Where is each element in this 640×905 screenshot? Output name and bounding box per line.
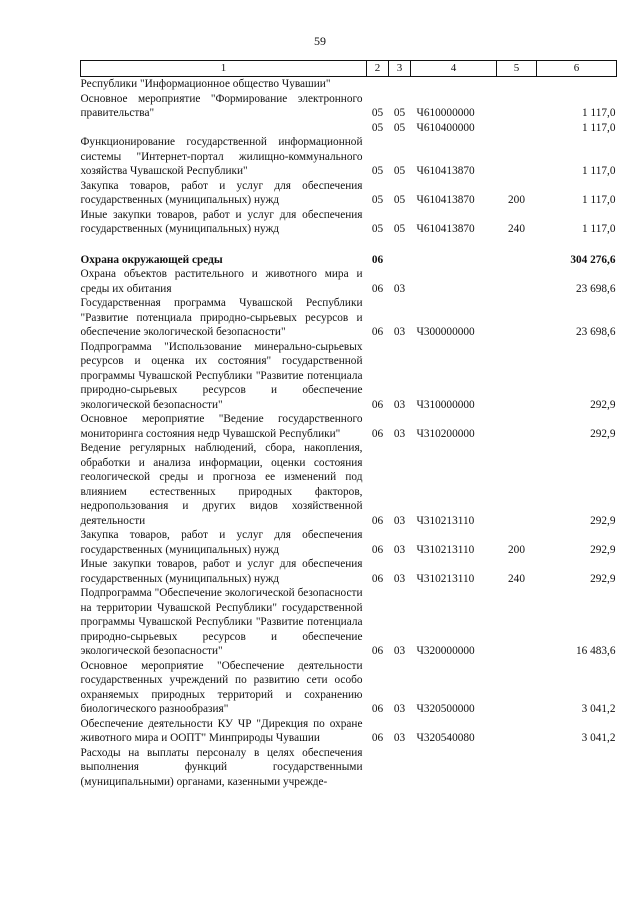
amount: 16 483,6 <box>575 645 616 657</box>
section-code: 06 <box>371 427 384 440</box>
table-row <box>81 586 617 659</box>
spacer-cell <box>81 237 617 253</box>
subsection-code <box>389 746 411 790</box>
amount: 292,9 <box>590 514 616 527</box>
section-code: 06 <box>371 398 384 411</box>
amount: 292,9 <box>590 398 616 411</box>
row-description: Функционирование государственной информационной системы "Интернет-портал жилищно-коммунального хозяйства Чувашской Республики" <box>80 136 363 177</box>
expense-type-code: 200 <box>508 194 525 206</box>
table-row <box>81 77 617 92</box>
section-code: 06 <box>371 253 384 266</box>
expense-type-code <box>497 412 537 441</box>
expense-type-code <box>497 586 537 659</box>
amount: 23 698,6 <box>575 326 616 338</box>
row-description: Государственная программа Чувашской Республики "Развитие потенциала природно-сырьевых ресурсов и обеспечение экологической безопасности" <box>80 297 363 338</box>
subsection-code: 03 <box>393 645 406 657</box>
row-description <box>81 121 367 136</box>
expense-type-code <box>497 77 537 92</box>
amount: 1 117,0 <box>582 194 616 206</box>
table-row <box>81 121 617 136</box>
section-code: 06 <box>371 732 384 744</box>
subsection-code: 03 <box>393 326 406 338</box>
target-article-code: Ч610413870 <box>416 194 475 206</box>
row-description: Основное мероприятие "Обеспечение деятельности государственных учреждений по развитию сети особо охраняемых природных территорий и сохранению биологического разнообразия" <box>80 659 363 715</box>
target-article-code: Ч310213110 <box>416 514 475 527</box>
subsection-code: 05 <box>393 165 406 177</box>
section-code: 05 <box>371 165 384 177</box>
section-code: 05 <box>371 194 384 206</box>
subsection-code: 03 <box>393 514 406 527</box>
expense-type-code <box>497 441 537 528</box>
table-row <box>81 717 617 746</box>
subsection-code: 05 <box>393 194 406 206</box>
row-description: Охрана объектов растительного и животного мира и среды их обитания <box>80 268 363 295</box>
table-row <box>81 746 617 790</box>
subsection-code: 03 <box>393 282 406 295</box>
budget-table <box>80 60 617 789</box>
expense-type-code <box>497 135 537 179</box>
table-row <box>81 528 617 557</box>
amount: 1 117,0 <box>582 223 616 235</box>
target-article-code <box>411 267 497 296</box>
subsection-code <box>389 253 411 268</box>
target-article-code: Ч320500000 <box>416 703 475 715</box>
row-description: Республики "Информационное общество Чувашии" <box>80 78 331 90</box>
header-cell: 2 <box>367 61 389 77</box>
row-description: Иные закупки товаров, работ и услуг для обеспечения государственных (муниципальных) нужд <box>80 558 363 585</box>
section-code: 05 <box>371 121 384 134</box>
subsection-code: 05 <box>393 107 406 119</box>
amount: 304 276,6 <box>570 253 616 266</box>
target-article-code: Ч310213110 <box>416 543 475 556</box>
expense-type-code <box>497 746 537 790</box>
target-article-code: Ч610413870 <box>416 223 475 235</box>
header-cell: 1 <box>81 61 367 77</box>
amount: 292,9 <box>590 427 616 440</box>
header-cell: 3 <box>389 61 411 77</box>
subsection-code: 03 <box>393 703 406 715</box>
amount: 3 041,2 <box>581 703 616 715</box>
table-row <box>81 296 617 340</box>
table-row <box>81 267 617 296</box>
page-number: 59 <box>314 34 326 48</box>
amount: 292,9 <box>590 543 616 556</box>
amount: 292,9 <box>590 572 616 585</box>
row-description: Подпрограмма "Обеспечение экологической безопасности на территории Чувашской Республики" государственной программы Чувашской Республики "Развитие потенциала природно-сырьевых ресурсов и обеспечение экологической безопасности" <box>80 587 363 657</box>
expense-type-code <box>497 253 537 268</box>
section-code: 05 <box>371 223 384 235</box>
subsection-code: 03 <box>393 398 406 411</box>
table-row <box>81 253 617 268</box>
row-description: Основное мероприятие "Формирование электронного правительства" <box>80 92 363 119</box>
table-row <box>81 208 617 237</box>
subsection-code <box>389 77 411 92</box>
target-article-code: Ч320000000 <box>416 645 475 657</box>
row-description: Ведение регулярных наблюдений, сбора, накопления, обработки и анализа информации, оценки состояния геологической среды и прогноза ее изменений под влиянием естественных природных факторов, недропользования и других видов хозяйственной деятельности <box>80 442 363 527</box>
target-article-code: Ч610400000 <box>416 121 475 134</box>
row-description: Подпрограмма "Использование минерально-сырьевых ресурсов и оценка их состояния" государственной программы Чувашской Республики "Развитие потенциала природно-сырьевых ресурсов и обеспечение экологической безопасности" <box>80 340 363 411</box>
table-row <box>81 92 617 121</box>
target-article-code: Ч300000000 <box>416 326 475 338</box>
table-row <box>81 412 617 441</box>
subsection-code: 03 <box>393 732 406 744</box>
row-description: Расходы на выплаты персоналу в целях обеспечения выполнения функций государственными (муниципальными) органами, казенными учрежде- <box>80 746 363 788</box>
row-description: Закупка товаров, работ и услуг для обеспечения государственных (муниципальных) нужд <box>80 529 363 556</box>
expense-type-code <box>497 717 537 746</box>
target-article-code: Ч310000000 <box>416 398 475 411</box>
target-article-code: Ч610000000 <box>416 107 475 119</box>
section-code: 06 <box>371 543 384 556</box>
target-article-code: Ч310200000 <box>416 427 475 440</box>
section-code: 06 <box>371 514 384 527</box>
subsection-code: 05 <box>393 121 406 134</box>
target-article-code <box>411 77 497 92</box>
spacer-row <box>81 237 617 253</box>
section-code: 06 <box>371 326 384 338</box>
subsection-code: 03 <box>393 427 406 440</box>
target-article-code: Ч610413870 <box>416 165 475 177</box>
target-article-code <box>411 253 497 268</box>
table-row <box>81 441 617 528</box>
expense-type-code: 240 <box>508 572 525 585</box>
amount <box>537 746 617 790</box>
expense-type-code <box>497 340 537 413</box>
expense-type-code <box>497 296 537 340</box>
expense-type-code <box>497 267 537 296</box>
row-description: Закупка товаров, работ и услуг для обеспечения государственных (муниципальных) нужд <box>80 179 363 206</box>
section-code: 05 <box>371 107 384 119</box>
table-header-row <box>81 61 617 77</box>
section-code: 06 <box>371 572 384 585</box>
subsection-code: 05 <box>393 223 406 235</box>
header-cell: 6 <box>537 61 617 77</box>
expense-type-code <box>497 659 537 717</box>
row-description: Иные закупки товаров, работ и услуг для обеспечения государственных (муниципальных) нужд <box>80 208 363 235</box>
subsection-code: 03 <box>393 543 406 556</box>
section-code <box>367 77 389 92</box>
expense-type-code: 240 <box>508 223 525 235</box>
header-cell: 4 <box>411 61 497 77</box>
amount: 1 117,0 <box>582 121 616 134</box>
table-row <box>81 179 617 208</box>
amount: 1 117,0 <box>582 165 616 177</box>
expense-type-code <box>497 121 537 136</box>
header-cell: 5 <box>497 61 537 77</box>
amount: 23 698,6 <box>575 282 616 295</box>
amount: 1 117,0 <box>582 107 616 119</box>
table-row <box>81 557 617 586</box>
expense-type-code: 200 <box>508 543 525 556</box>
table-row <box>81 340 617 413</box>
subsection-code: 03 <box>393 572 406 585</box>
section-code: 06 <box>371 645 384 657</box>
section-code <box>367 746 389 790</box>
section-code: 06 <box>371 282 384 295</box>
target-article-code: Ч310213110 <box>416 572 475 585</box>
row-description: Обеспечение деятельности КУ ЧР "Дирекция по охране животного мира и ООПТ" Минприроды Чувашии <box>80 717 363 744</box>
target-article-code <box>411 746 497 790</box>
row-description: Основное мероприятие "Ведение государственного мониторинга состояния недр Чувашской Республики" <box>80 413 363 440</box>
section-code: 06 <box>371 703 384 715</box>
row-description: Охрана окружающей среды <box>80 253 223 266</box>
target-article-code: Ч320540080 <box>416 732 475 744</box>
expense-type-code <box>497 92 537 121</box>
table-row <box>81 659 617 717</box>
amount: 3 041,2 <box>581 732 616 744</box>
table-row <box>81 135 617 179</box>
amount <box>537 77 617 92</box>
